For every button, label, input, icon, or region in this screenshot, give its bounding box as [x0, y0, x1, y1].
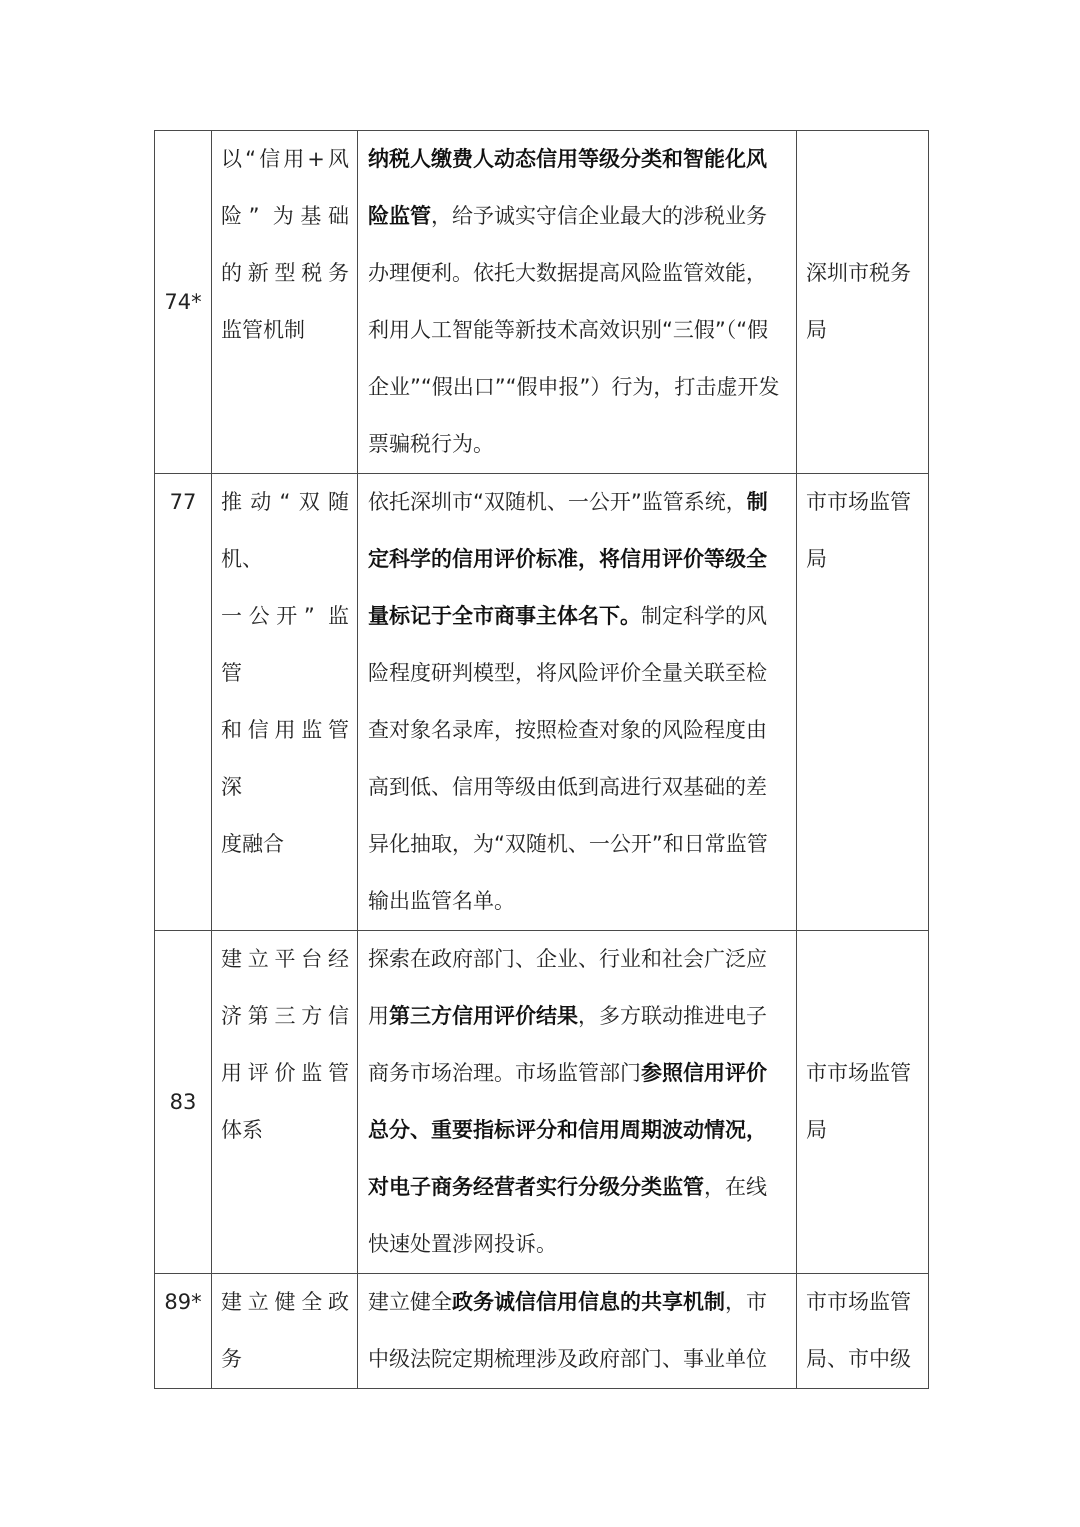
- row-number: [155, 1274, 212, 1389]
- table-row: [155, 931, 929, 1274]
- item-name-line: 机、: [221, 547, 263, 571]
- item-name-line: 一公开” 监: [221, 604, 349, 628]
- row-number-text: 83: [169, 1089, 197, 1114]
- item-name-line: 建立健全政: [221, 1290, 349, 1314]
- item-name-cell: [212, 474, 358, 931]
- item-name-line: 监管机制: [221, 318, 305, 342]
- description-cell: [358, 1274, 797, 1389]
- row-number: [155, 474, 212, 931]
- description-bold-text: 政务诚信信用信息的共享机制: [452, 1290, 725, 1314]
- description-cell: [358, 131, 797, 474]
- item-name-cell: [212, 931, 358, 1274]
- item-name-line: 管: [221, 661, 242, 685]
- department-text: 市市场监管局、市中级: [806, 1290, 911, 1371]
- item-name-line: 度融合: [221, 832, 284, 856]
- description-bold-text: 第三方信用评价结果: [389, 1004, 578, 1028]
- policy-table: [154, 130, 929, 1389]
- description-bold-text: 参照信用评价总分、重要指标评分和信用周期波动情况，对电子商务经营者实行分级分类监管: [368, 1061, 767, 1199]
- item-name-line: 以“信用+风: [221, 147, 349, 171]
- description-cell: [358, 474, 797, 931]
- description-cell: [358, 931, 797, 1274]
- item-name-cell: [212, 131, 358, 474]
- department-text: 深圳市税务局: [806, 261, 911, 342]
- item-name-line: 深: [221, 775, 242, 799]
- table-row: [155, 474, 929, 931]
- item-name-line: 济第三方信: [221, 1004, 349, 1028]
- description-bold-text: 纳税人缴费人动态信用等级分类和智能化风险监管: [368, 147, 767, 228]
- department-cell: [797, 1274, 929, 1389]
- description-text: 制定科学的风险程度研判模型，将风险评价全量关联至检查对象名录库，按照检查对象的风险程度由高到低、信用等级由低到高进行双基础的差异化抽取，为“双随机、一公开”和日常监管输出监管名单。: [368, 604, 768, 913]
- row-number-text: 74*: [164, 289, 202, 314]
- department-cell: [797, 931, 929, 1274]
- item-name-line: 的新型税务: [221, 261, 349, 285]
- row-number-text: 77: [169, 490, 197, 514]
- row-number: [155, 131, 212, 474]
- description-text: 依托深圳市“双随机、一公开”监管系统，: [368, 490, 747, 514]
- item-name-line: 体系: [221, 1118, 263, 1142]
- item-name-line: 建立平台经: [221, 947, 349, 971]
- description-bold-text: 制定科学的信用评价标准，将信用评价等级全量标记于全市商事主体名下。: [368, 490, 768, 628]
- description-text: ，给予诚实守信企业最大的涉税业务办理便利。依托大数据提高风险监管效能，利用人工智能等新技术高效识别“三假”（“假企业”“假出口”“假申报”）行为，打击虚开发票骗税行为。: [368, 204, 780, 456]
- item-name-cell: [212, 1274, 358, 1389]
- table-row: [155, 1274, 929, 1389]
- row-number: [155, 931, 212, 1274]
- item-name-line: 务: [221, 1347, 242, 1371]
- table-row: [155, 131, 929, 474]
- item-name-line: 推动“双随: [221, 490, 349, 514]
- description-text: ，市中级法院定期梳理涉及政府部门、事业单位: [368, 1290, 767, 1371]
- description-text: ，多方联动推进电子商务市场治理。市场监管部门: [368, 1004, 767, 1085]
- department-text: 市市场监管局: [806, 490, 911, 571]
- item-name-line: 用评价监管: [221, 1061, 349, 1085]
- department-cell: [797, 131, 929, 474]
- department-cell: [797, 474, 929, 931]
- item-name-line: 和信用监管: [221, 718, 349, 742]
- description-text: ，在线快速处置涉网投诉。: [368, 1175, 767, 1256]
- row-number-text: 89*: [164, 1290, 202, 1314]
- item-name-line: 险” 为基础: [221, 204, 349, 228]
- description-text: 探索在政府部门、企业、行业和社会广泛应用: [368, 947, 767, 1028]
- department-text: 市市场监管局: [806, 1061, 911, 1142]
- description-text: 建立健全: [368, 1290, 452, 1314]
